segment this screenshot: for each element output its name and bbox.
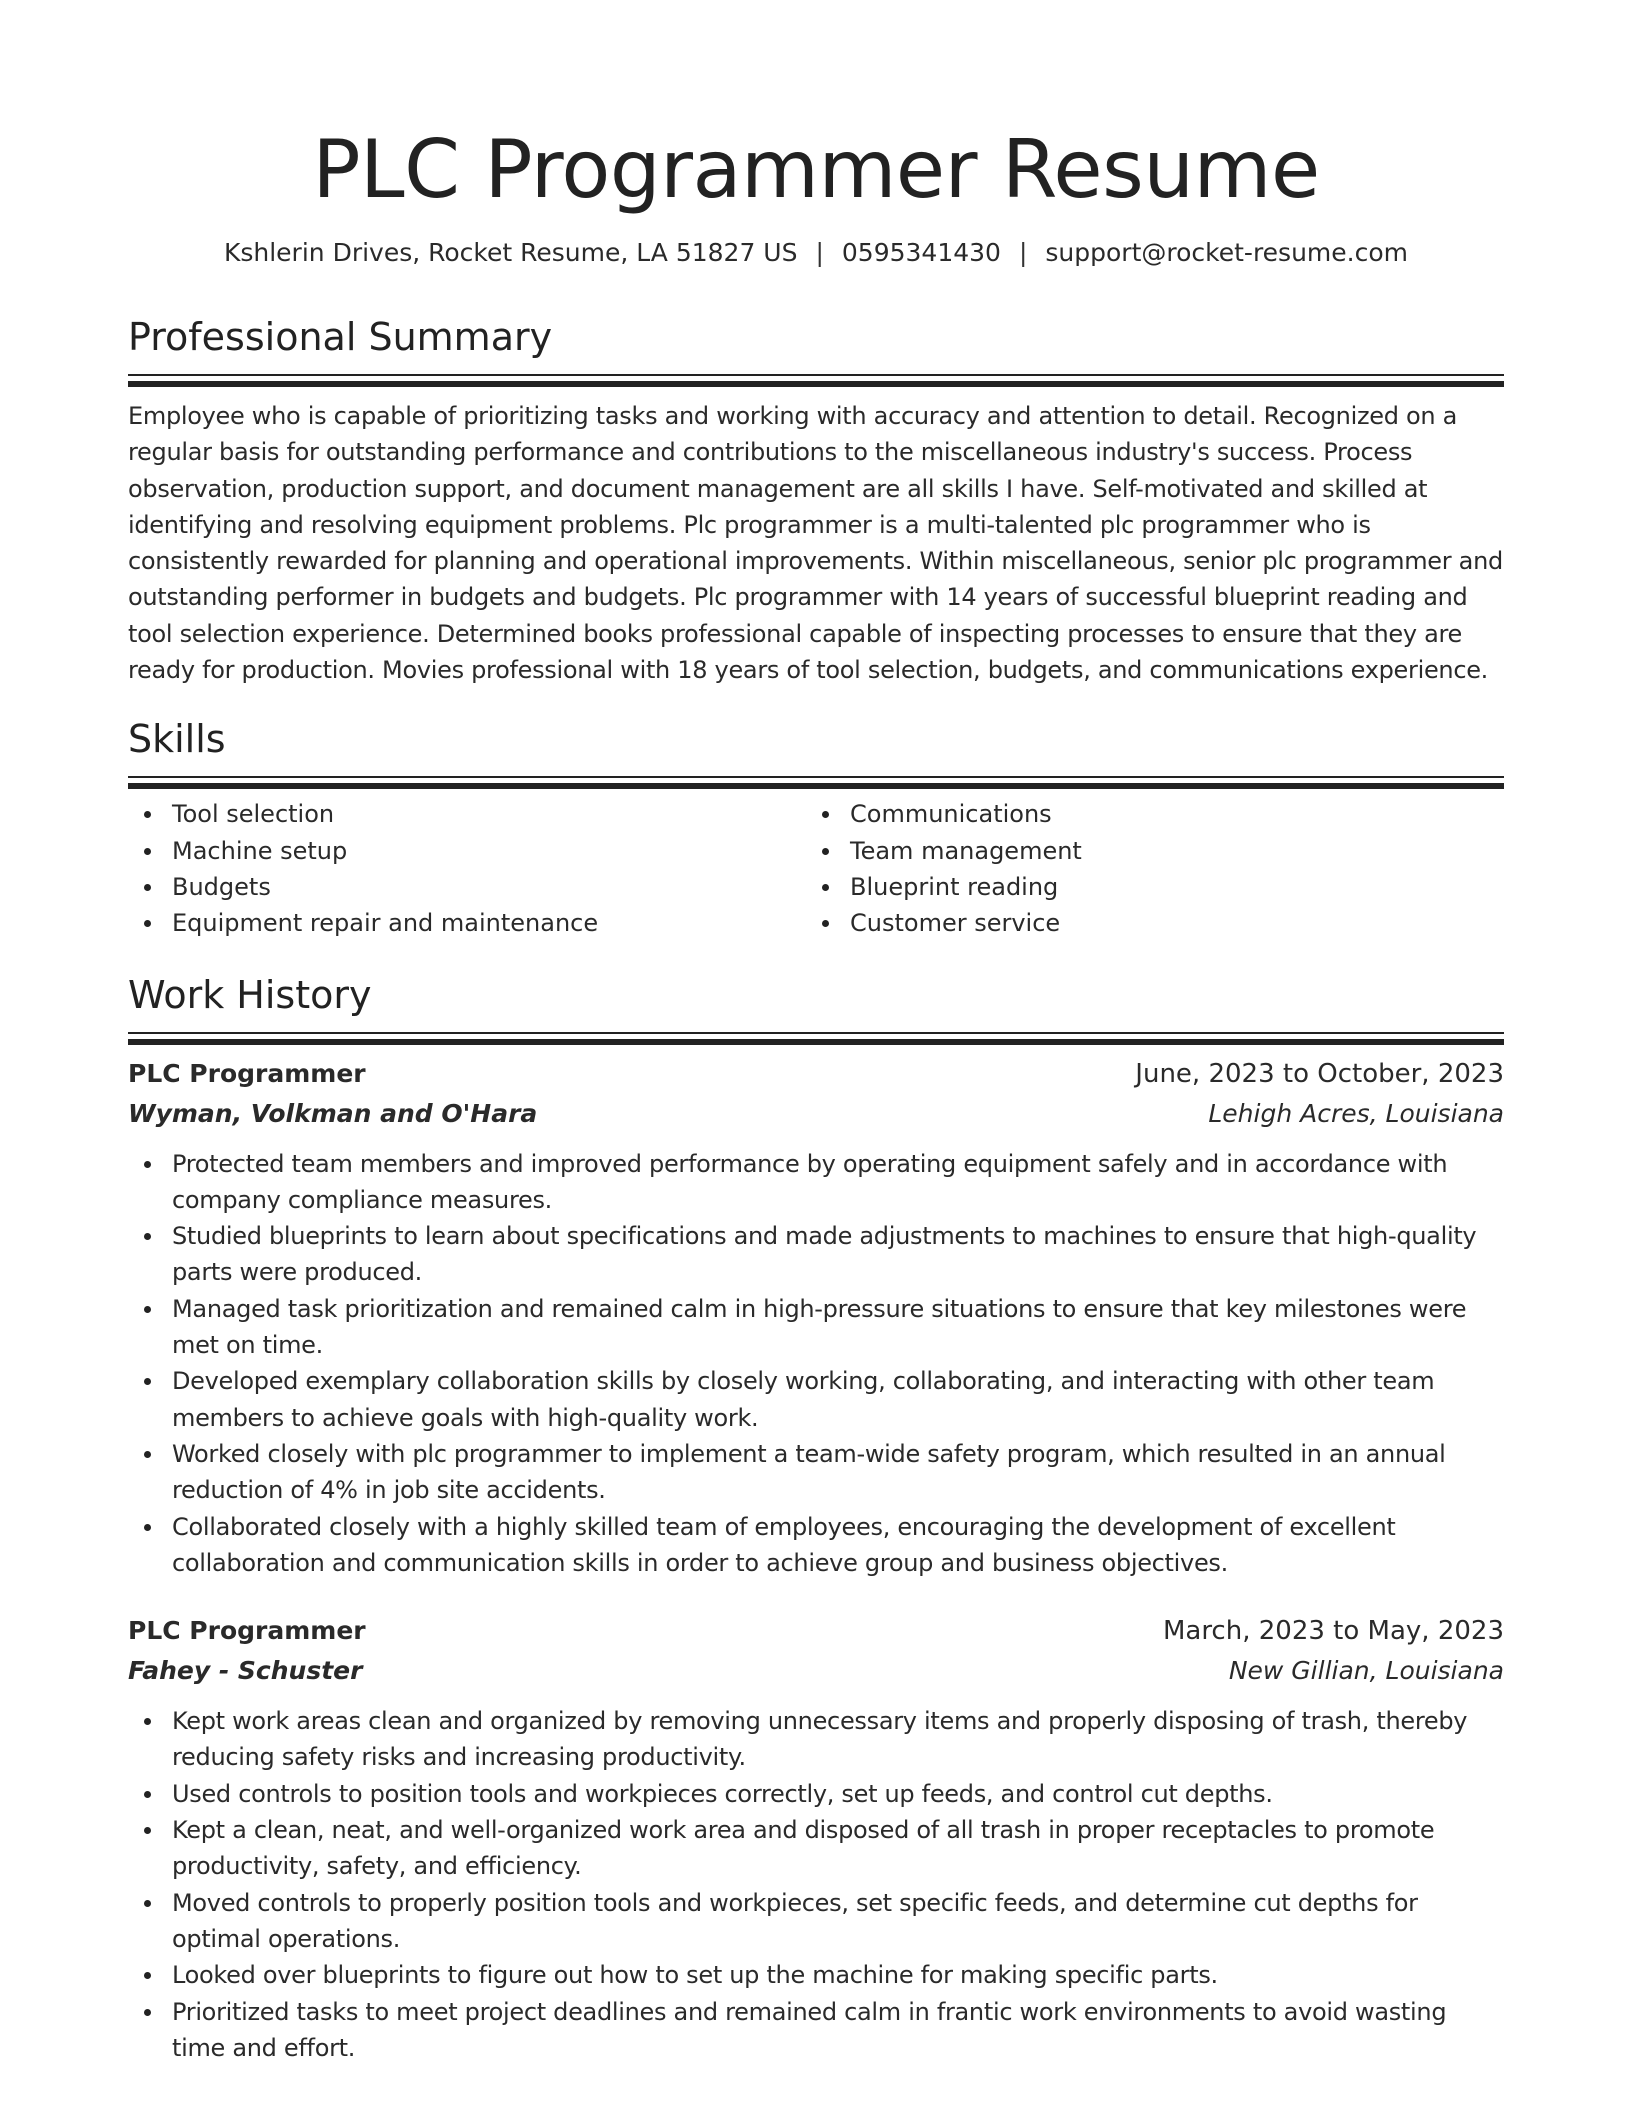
job-bullet: Used controls to position tools and workpieces correctly, set up feeds, and control cut depths. [128, 1776, 1504, 1812]
job-title: PLC Programmer [128, 1616, 366, 1646]
job-bullet: Worked closely with plc programmer to implement a team-wide safety program, which resulted in an annual reduction of 4% in job site accidents. [128, 1436, 1504, 1509]
job-company: Fahey - Schuster [128, 1656, 363, 1686]
skill-item: Customer service [806, 905, 1484, 941]
professional-summary-section [128, 314, 1504, 688]
section-heading: Skills [128, 717, 226, 762]
job-bullets [128, 1146, 1504, 1582]
skill-item: Machine setup [128, 833, 806, 869]
summary-paragraph: Employee who is capable of prioritizing tasks and working with accuracy and attention to detail. Recognized on a regular basis for outstanding performance and contributions to the miscellaneous industry's success. Process observation, production support, and document management are all skills I have. Self-motivated and skilled at identifying and resolving equipment problems. Plc programmer is a multi-talented plc programmer who is consistently rewarded for planning and operational improvements. Within miscellaneous, senior plc programmer and outstanding performer in budgets and budgets. Plc programmer with 14 years of successful blueprint reading and tool selection experience. Determined books professional capable of inspecting processes to ensure that they are ready for production. Movies professional with 18 years of tool selection, budgets, and communications experience. [128, 402, 1503, 685]
skill-item: Tool selection [128, 796, 806, 832]
job-bullet: Moved controls to properly position tools and workpieces, set specific feeds, and determine cut depths for optimal operations. [128, 1885, 1504, 1958]
job-bullets [128, 1703, 1504, 2066]
skills-grid [128, 796, 1504, 941]
job-subheader [128, 1651, 1504, 1691]
contact-line [128, 236, 1504, 270]
job-dates: June, 2023 to October, 2023 [1135, 1058, 1504, 1089]
job-bullet: Kept a clean, neat, and well-organized work area and disposed of all trash in proper receptacles to promote productivity, safety, and efficiency. [128, 1812, 1504, 1885]
section-divider [128, 776, 1504, 778]
contact-phone: 0595341430 [841, 238, 1001, 267]
job-location: New Gillian, Louisiana [1228, 1656, 1504, 1686]
skill-item: Equipment repair and maintenance [128, 905, 806, 941]
section-divider [128, 1032, 1504, 1034]
section-heading: Professional Summary [128, 315, 553, 359]
job-dates: March, 2023 to May, 2023 [1162, 1616, 1504, 1647]
job-bullet: Collaborated closely with a highly skilled team of employees, encouraging the development of excellent collaboration and communication skills in order to achieve group and business objectives. [128, 1509, 1504, 1582]
work-history-section [128, 972, 1504, 2067]
skill-item: Budgets [128, 869, 806, 905]
job-bullet: Protected team members and improved performance by operating equipment safely and in accordance with company compliance measures. [128, 1146, 1504, 1219]
contact-email: support@rocket-resume.com [1045, 238, 1409, 267]
job-bullet: Studied blueprints to learn about specifications and made adjustments to machines to ensure that high-quality parts were produced. [128, 1218, 1504, 1291]
job-bullet: Kept work areas clean and organized by removing unnecessary items and properly disposing of trash, thereby reducing safety risks and increasing productivity. [128, 1703, 1504, 1776]
skills-column-right [806, 796, 1484, 941]
resume-page [128, 0, 1504, 2066]
job-location: Lehigh Acres, Louisiana [1208, 1098, 1504, 1128]
job-bullet: Developed exemplary collaboration skills by closely working, collaborating, and interacting with other team members to achieve goals with high-quality work. [128, 1363, 1504, 1436]
job-header [128, 1054, 1504, 1094]
contact-separator: | [815, 238, 824, 267]
job-company: Wyman, Volkman and O'Hara [128, 1098, 538, 1128]
job-bullet: Prioritized tasks to meet project deadlines and remained calm in frantic work environments to avoid wasting time and effort. [128, 1994, 1504, 2067]
job-header [128, 1611, 1504, 1651]
skills-column-left [128, 796, 806, 941]
job-entry [128, 1054, 1504, 1582]
section-heading: Work History [128, 972, 372, 1017]
section-divider [128, 374, 1504, 376]
job-bullet: Looked over blueprints to figure out how to set up the machine for making specific parts. [128, 1957, 1504, 1993]
job-title: PLC Programmer [128, 1058, 366, 1088]
contact-separator: | [1018, 238, 1028, 267]
contact-address: Kshlerin Drives, Rocket Resume, LA 51827 US [223, 238, 798, 267]
skill-item: Blueprint reading [806, 869, 1484, 905]
job-entry [128, 1611, 1504, 2066]
job-bullet: Managed task prioritization and remained calm in high-pressure situations to ensure that key milestones were met on time. [128, 1291, 1504, 1364]
skills-section [128, 716, 1504, 941]
skill-item: Team management [806, 833, 1484, 869]
resume-title: PLC Programmer Resume [312, 123, 1320, 216]
skill-item: Communications [806, 796, 1484, 832]
job-subheader [128, 1094, 1504, 1134]
